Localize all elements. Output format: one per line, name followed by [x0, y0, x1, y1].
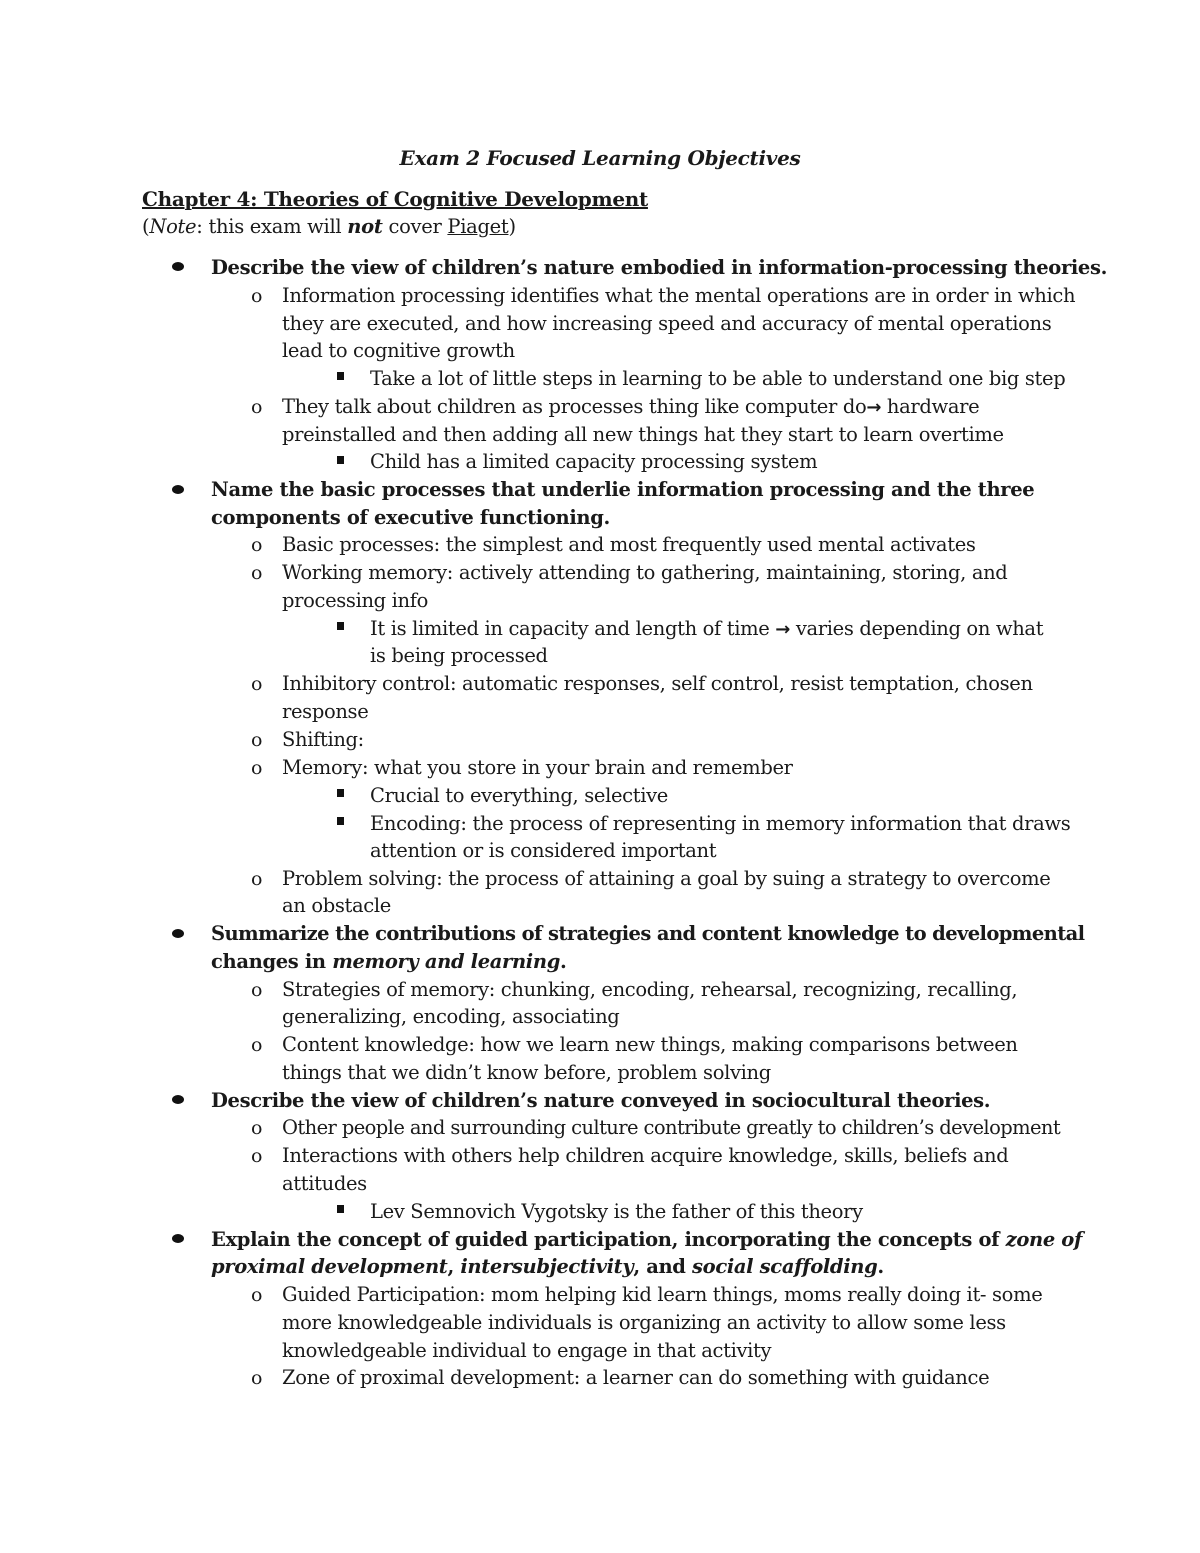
- list-item: knowledgeable individual to engage in that activity: [282, 1339, 772, 1362]
- note-emphasis: not: [347, 215, 383, 238]
- bullet-icon: [172, 1234, 184, 1243]
- square-bullet-icon: [337, 372, 344, 380]
- list-item: They talk about children as processes thing like computer do→ hardware: [282, 395, 980, 418]
- list-item: Content knowledge: how we learn new things, making comparisons between: [282, 1033, 1018, 1056]
- list-item: more knowledgeable individuals is organizing an activity to allow some less: [282, 1311, 1006, 1334]
- list-item: It is limited in capacity and length of time → varies depending on what: [370, 617, 1044, 640]
- list-item: Encoding: the process of representing in memory information that draws: [370, 812, 1071, 835]
- list-item: lead to cognitive growth: [282, 339, 515, 362]
- circle-bullet-icon: o: [251, 1284, 263, 1306]
- list-item: Crucial to everything, selective: [370, 784, 668, 807]
- square-bullet-icon: [337, 817, 344, 825]
- arrow-right-icon: →: [866, 397, 882, 418]
- list-item: an obstacle: [282, 894, 391, 917]
- list-item: Child has a limited capacity processing system: [370, 450, 818, 473]
- circle-bullet-icon: o: [251, 1117, 263, 1139]
- note-label: Note: [149, 215, 197, 238]
- chapter-note: [142, 213, 516, 241]
- list-item: Inhibitory control: automatic responses, self control, resist temptation, chosen: [282, 672, 1033, 695]
- note-text: : this exam will: [196, 215, 348, 238]
- page-title: Exam 2 Focused Learning Objectives: [399, 146, 801, 170]
- circle-bullet-icon: o: [251, 1145, 263, 1167]
- square-bullet-icon: [337, 622, 344, 630]
- bullet-icon: [172, 929, 184, 938]
- objective-heading: Summarize the contributions of strategies and content knowledge to developmental: [211, 922, 1085, 945]
- list-item: Strategies of memory: chunking, encoding, rehearsal, recognizing, recalling,: [282, 978, 1018, 1001]
- list-item: attitudes: [282, 1172, 367, 1195]
- objective-heading: proximal development, intersubjectivity, and social scaffolding.: [211, 1255, 884, 1278]
- list-item: Lev Semnovich Vygotsky is the father of this theory: [370, 1200, 863, 1223]
- emphasis: social scaffolding: [692, 1255, 878, 1278]
- list-item: processing info: [282, 589, 428, 612]
- list-item: Memory: what you store in your brain and remember: [282, 756, 793, 779]
- bullet-icon: [172, 1095, 184, 1104]
- arrow-right-icon: →: [775, 619, 791, 640]
- square-bullet-icon: [337, 456, 344, 464]
- note-text: cover: [382, 215, 448, 238]
- objective-heading: components of executive functioning.: [211, 506, 610, 529]
- objective-heading: Describe the view of children’s nature conveyed in sociocultural theories.: [211, 1089, 991, 1112]
- emphasis: memory and learning: [332, 950, 560, 973]
- note-close: ): [508, 215, 516, 238]
- bullet-icon: [172, 485, 184, 494]
- list-item: preinstalled and then adding all new things hat they start to learn overtime: [282, 423, 1004, 446]
- list-item: Problem solving: the process of attaining a goal by suing a strategy to overcome: [282, 867, 1051, 890]
- list-item: Information processing identifies what the mental operations are in order in which: [282, 284, 1076, 307]
- objective-heading: changes in memory and learning.: [211, 950, 567, 973]
- circle-bullet-icon: o: [251, 562, 263, 584]
- list-item: Working memory: actively attending to gathering, maintaining, storing, and: [282, 561, 1008, 584]
- list-item: attention or is considered important: [370, 839, 717, 862]
- circle-bullet-icon: o: [251, 285, 263, 307]
- note-piaget: Piaget: [447, 215, 509, 238]
- circle-bullet-icon: o: [251, 673, 263, 695]
- list-item: response: [282, 700, 369, 723]
- square-bullet-icon: [337, 1205, 344, 1213]
- list-item: generalizing, encoding, associating: [282, 1005, 620, 1028]
- circle-bullet-icon: o: [251, 979, 263, 1001]
- emphasis: zone of: [1005, 1228, 1083, 1251]
- circle-bullet-icon: o: [251, 757, 263, 779]
- list-item: Other people and surrounding culture contribute greatly to children’s development: [282, 1116, 1061, 1139]
- list-item: Interactions with others help children acquire knowledge, skills, beliefs and: [282, 1144, 1009, 1167]
- list-item: Shifting:: [282, 728, 364, 751]
- list-item: Guided Participation: mom helping kid learn things, moms really doing it- some: [282, 1283, 1043, 1306]
- emphasis: proximal development: [211, 1255, 448, 1278]
- objective-heading: Describe the view of children’s nature embodied in information-processing theories.: [211, 256, 1108, 279]
- objective-heading: Name the basic processes that underlie information processing and the three: [211, 478, 1035, 501]
- list-item: things that we didn’t know before, problem solving: [282, 1061, 771, 1084]
- list-item: they are executed, and how increasing speed and accuracy of mental operations: [282, 312, 1052, 335]
- circle-bullet-icon: o: [251, 1034, 263, 1056]
- circle-bullet-icon: o: [251, 1367, 263, 1389]
- list-item: Basic processes: the simplest and most frequently used mental activates: [282, 533, 976, 556]
- circle-bullet-icon: o: [251, 729, 263, 751]
- circle-bullet-icon: o: [251, 396, 263, 418]
- list-item: Zone of proximal development: a learner can do something with guidance: [282, 1366, 990, 1389]
- circle-bullet-icon: o: [251, 868, 263, 890]
- chapter-heading: Chapter 4: Theories of Cognitive Development: [142, 187, 648, 211]
- square-bullet-icon: [337, 789, 344, 797]
- note-open: (: [142, 215, 150, 238]
- bullet-icon: [172, 262, 184, 271]
- list-item: Take a lot of little steps in learning to be able to understand one big step: [370, 367, 1066, 390]
- objective-heading: Explain the concept of guided participation, incorporating the concepts of zone of: [211, 1228, 1083, 1251]
- circle-bullet-icon: o: [251, 534, 263, 556]
- list-item: is being processed: [370, 644, 548, 667]
- emphasis: intersubjectivity: [460, 1255, 634, 1278]
